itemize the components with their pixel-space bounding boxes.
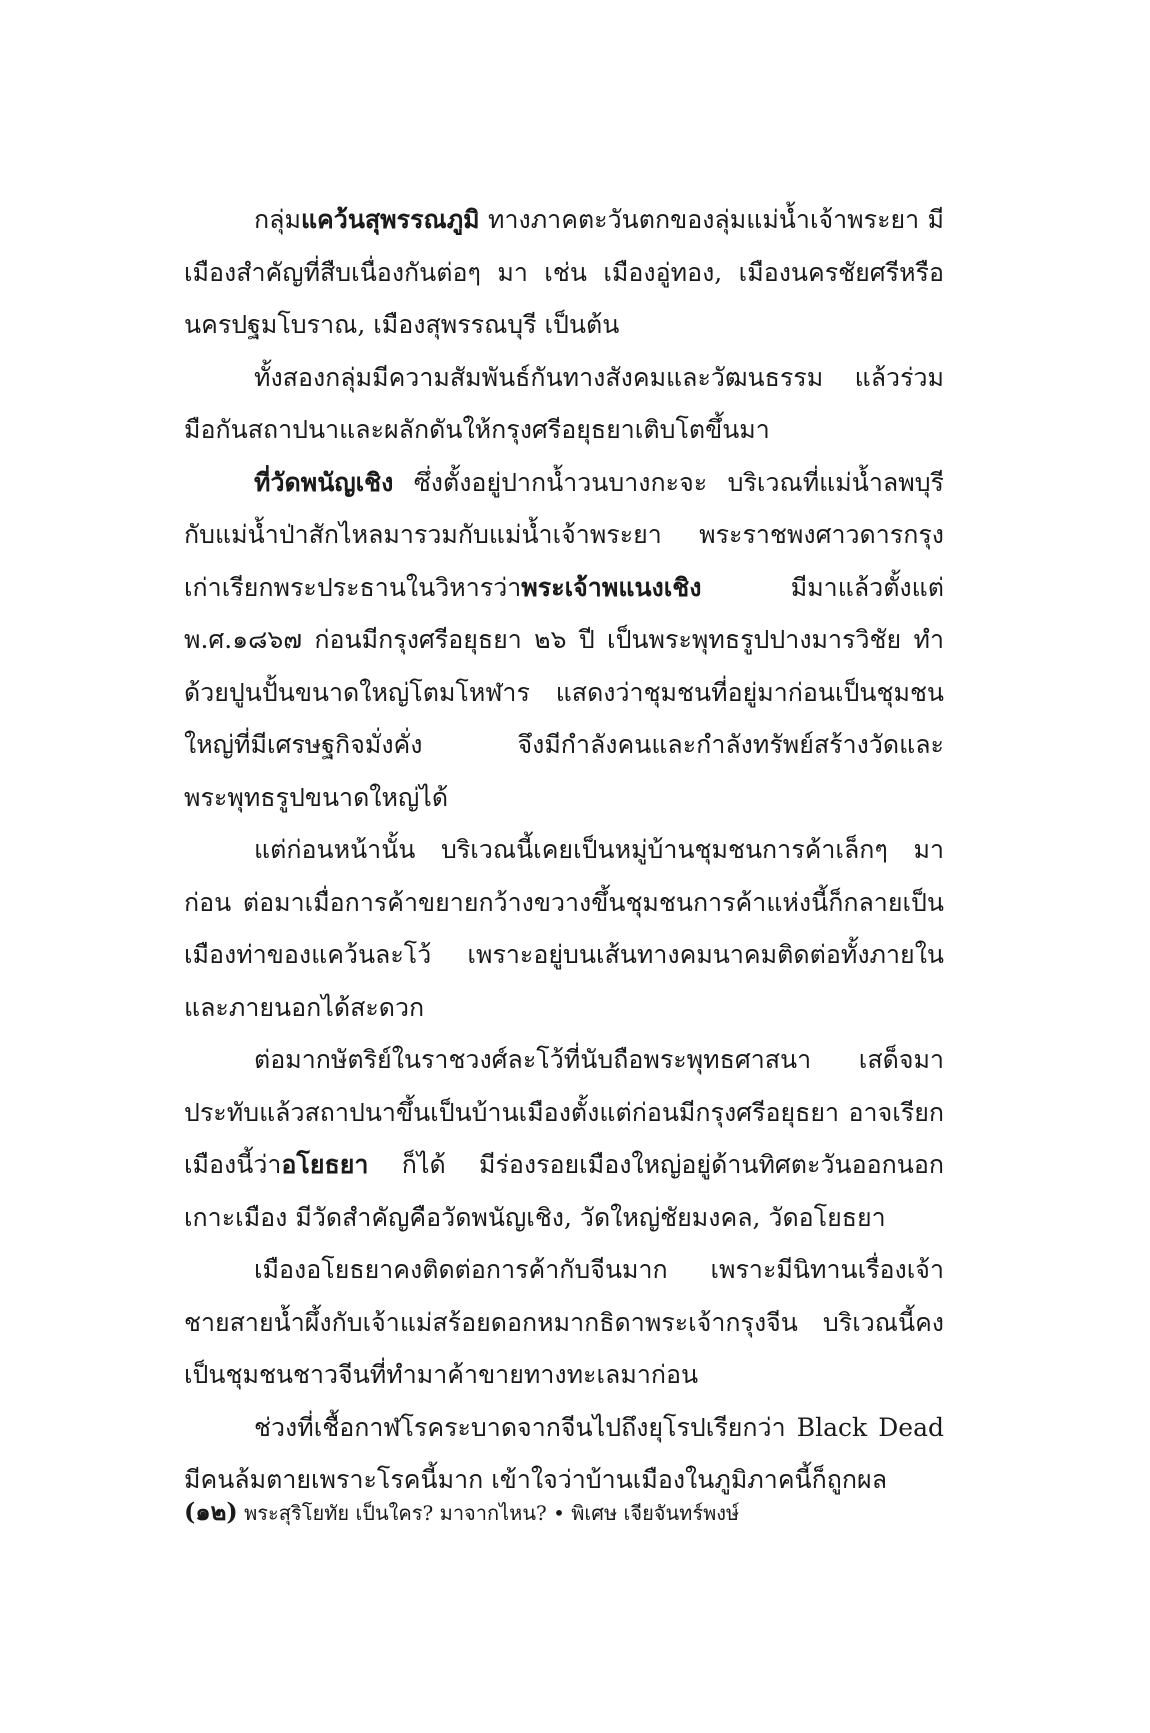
text-run: ซึ่งตั้งอยู่ปากน้ำวนบางกะจะ บริเวณที่แม่น้ำลพบุรีกับแม่น้ำป่าสักไหลมารวมกับแม่น้ำเจ้าพระยา พระราชพงศาวดารกรุงเก่าเรียกพระประธานในวิหารว่า (184, 467, 944, 602)
text-run: มีมาแล้วตั้งแต่ พ.ศ.๑๘๖๗ ก่อนมีกรุงศรีอยุธยา ๒๖ ปี เป็นพระพุทธรูปปางมารวิชัย ทำด้วยปูนปั้นขนาดใหญ่โตมโหฬาร แสดงว่าชุมชนที่อยู่มาก่อนเป็นชุมชนใหญ่ที่มีเศรษฐกิจมั่งคั่ง จึงมีกำลังคนและกำลังทรัพย์สร้างวัดและพระพุทธรูปขนาดใหญ่ได้ (184, 572, 944, 812)
body-text (184, 194, 944, 1507)
paragraph (184, 352, 944, 457)
paragraph (184, 1402, 944, 1507)
paragraph (184, 1034, 944, 1244)
text-run: เมืองอโยธยาคงติดต่อการค้ากับจีนมาก เพราะมีนิทานเรื่องเจ้าชายสายน้ำผึ้งกับเจ้าแม่สร้อยดอกหมากธิดาพระเจ้ากรุงจีน บริเวณนี้คงเป็นชุมชนชาวจีนที่ทำมาค้าขายทางทะเลมาก่อน (184, 1255, 944, 1389)
paragraph (184, 1244, 944, 1402)
bold-term: แคว้นสุพรรณภูมิ (300, 205, 480, 234)
running-footer-text: พระสุริโยทัย เป็นใคร? มาจากไหน? • พิเศษ เจียจันทร์พงษ์ (237, 1501, 740, 1525)
bold-term: อโยธยา (281, 1150, 369, 1179)
bold-term: ที่วัดพนัญเชิง (254, 467, 394, 497)
text-run: ต่อมากษัตริย์ในราชวงศ์ละโว้ที่นับถือพระพุทธศาสนา เสด็จมาประทับแล้วสถาปนาขึ้นเป็นบ้านเมืองตั้งแต่ก่อนมีกรุงศรีอยุธยา อาจเรียกเมืองนี้ว่า (184, 1045, 944, 1179)
page-number: (๑๒) (184, 1497, 238, 1526)
bold-term: พระเจ้าพแนงเชิง (521, 572, 702, 602)
paragraph (184, 824, 944, 1034)
text-run: ทางภาคตะวันตกของลุ่มแม่น้ำเจ้าพระยา มีเมืองสำคัญที่สืบเนื่องกันต่อๆ มา เช่น เมืองอู่ทอง, เมืองนครชัยศรีหรือนครปฐมโบราณ, เมืองสุพรรณบุรี เป็นต้น (184, 205, 944, 339)
paragraph (184, 457, 944, 825)
page-footer (184, 1498, 944, 1527)
text-run: ก็ได้ มีร่องรอยเมืองใหญ่อยู่ด้านทิศตะวันออกนอกเกาะเมือง มีวัดสำคัญคือวัดพนัญเชิง, วัดใหญ่ชัยมงคล, วัดอโยธยา (184, 1150, 944, 1232)
text-run: กลุ่ม (254, 205, 301, 234)
text-run: แต่ก่อนหน้านั้น บริเวณนี้เคยเป็นหมู่บ้านชุมชนการค้าเล็กๆ มาก่อน ต่อมาเมื่อการค้าขยายกว้างขวางขึ้นชุมชนการค้าแห่งนี้ก็กลายเป็นเมืองท่าของแคว้นละโว้ เพราะอยู่บนเส้นทางคมนาคมติดต่อทั้งภายในและภายนอกได้สะดวก (184, 835, 944, 1022)
text-run: ทั้งสองกลุ่มมีความสัมพันธ์กันทางสังคมและวัฒนธรรม แล้วร่วมมือกันสถาปนาและผลักดันให้กรุงศรีอยุธยาเติบโตขึ้นมา (184, 362, 944, 444)
text-run: ช่วงที่เชื้อกาฬโรคระบาดจากจีนไปถึงยุโรปเรียกว่า Black Dead มีคนล้มตายเพราะโรคนี้มาก เข้าใจว่าบ้านเมืองในภูมิภาคนี้ก็ถูกผล (184, 1412, 944, 1494)
paragraph (184, 194, 944, 352)
